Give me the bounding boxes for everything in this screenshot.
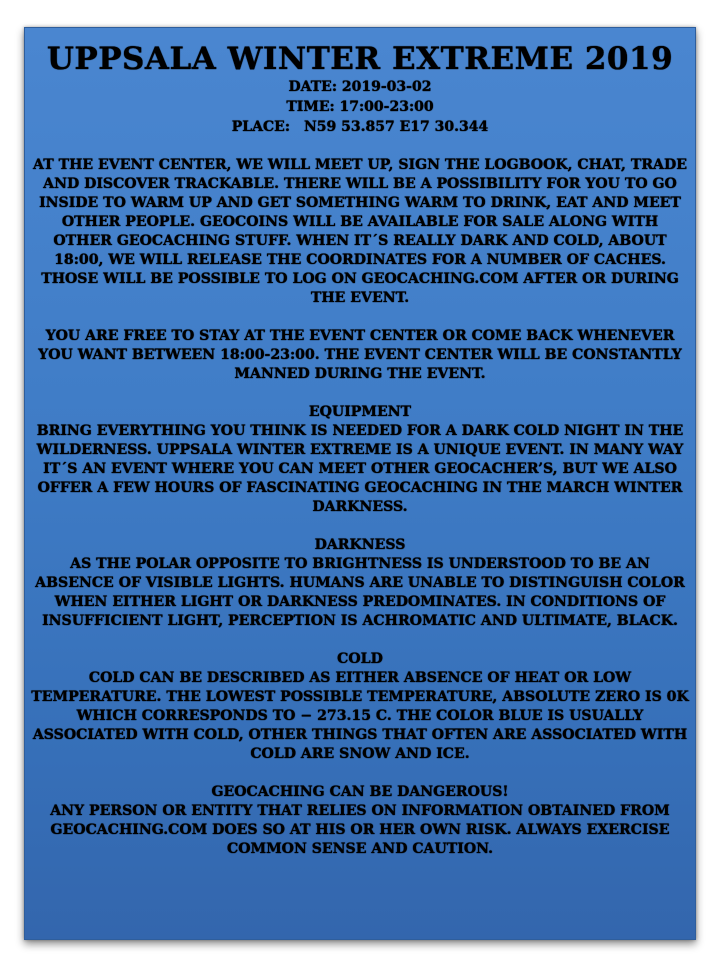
danger-paragraph: ANY PERSON OR ENTITY THAT RELIES ON INFORMATION OBTAINED FROM GEOCACHING.COM DOES SO AT HIS OR HER OWN RISK. ALWAYS EXERCISE COMMON SENSE AND CAUTION. [50, 803, 670, 857]
poster-title: UPPSALA WINTER EXTREME 2019 [46, 41, 674, 77]
free-paragraph: YOU ARE FREE TO STAY AT THE EVENT CENTER OR COME BACK WHENEVER YOU WANT BETWEEN 18:00-23:00. THE EVENT CENTER WILL BE CONSTANTLY MANNED DURING THE EVENT. [38, 328, 682, 382]
cold-heading: COLD [337, 651, 383, 667]
place-coordinates: N59 53.857 E17 30.344 [304, 119, 489, 135]
danger-heading: GEOCACHING CAN BE DANGEROUS! [211, 784, 509, 800]
event-place [25, 117, 695, 137]
event-time: TIME: 17:00-23:00 [286, 99, 434, 115]
equipment-heading: EQUIPMENT [308, 404, 412, 420]
cold-paragraph: COLD CAN BE DESCRIBED AS EITHER ABSENCE OF HEAT OR LOW TEMPERATURE. THE LOWEST POSSIBLE TEMPERATURE, ABSOLUTE ZERO IS 0K WHICH CORRESPONDS TO − 273.15 C. THE COLOR BLUE IS USUALLY ASSOCIATED WITH COLD, OTHER THINGS THAT OFTEN ARE ASSOCIATED WITH COLD ARE SNOW AND ICE. [31, 670, 689, 762]
event-date: DATE: 2019-03-02 [288, 79, 432, 95]
event-poster [24, 27, 696, 940]
intro-paragraph: AT THE EVENT CENTER, WE WILL MEET UP, SIGN THE LOGBOOK, CHAT, TRADE AND DISCOVER TRACKABLE. THERE WILL BE A POSSIBILITY FOR YOU TO GO INSIDE TO WARM UP AND GET SOMETHING WARM TO DRINK, EAT AND MEET OTHER PEOPLE. GEOCOINS WILL BE AVAILABLE FOR SALE ALONG WITH OTHER GEOCACHING STUFF. WHEN IT´S REALLY DARK AND COLD, ABOUT 18:00, WE WILL RELEASE THE COORDINATES FOR A NUMBER OF CACHES. THOSE WILL BE POSSIBLE TO LOG ON GEOCACHING.COM AFTER OR DURING THE EVENT. [33, 157, 687, 306]
darkness-paragraph: AS THE POLAR OPPOSITE TO BRIGHTNESS IS UNDERSTOOD TO BE AN ABSENCE OF VISIBLE LIGHTS. HUMANS ARE UNABLE TO DISTINGUISH COLOR WHEN EITHER LIGHT OR DARKNESS PREDOMINATES. IN CONDITIONS OF INSUFFICIENT LIGHT, PERCEPTION IS ACHROMATIC AND ULTIMATE, BLACK. [35, 556, 685, 629]
equipment-paragraph: BRING EVERYTHING YOU THINK IS NEEDED FOR A DARK COLD NIGHT IN THE WILDERNESS. UPPSALA WINTER EXTREME IS A UNIQUE EVENT. IN MANY WAY IT´S AN EVENT WHERE YOU CAN MEET OTHER GEOCACHER’S, BUT WE ALSO OFFER A FEW HOURS OF FASCINATING GEOCACHING IN THE MARCH WINTER DARKNESS. [36, 423, 684, 515]
place-label: PLACE: [231, 119, 290, 135]
darkness-heading: DARKNESS [314, 537, 406, 553]
